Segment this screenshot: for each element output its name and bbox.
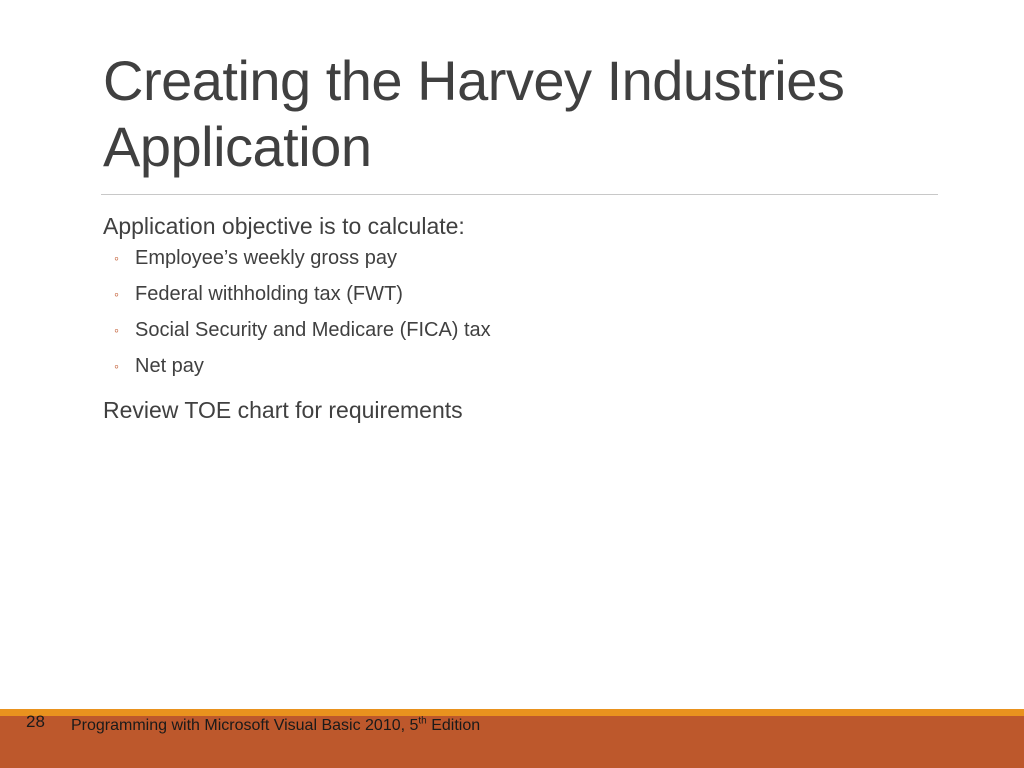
footer-superscript: th <box>418 715 427 727</box>
slide-title: Creating the Harvey Industries Application <box>103 49 845 178</box>
footer-text-tail: Edition <box>426 717 481 734</box>
hollow-circle-icon: ◦ <box>114 358 119 374</box>
slide-number: 28 <box>26 712 45 731</box>
list-item <box>103 353 923 379</box>
hollow-circle-icon: ◦ <box>114 286 119 302</box>
closing-text: Review TOE chart for requirements <box>103 397 463 423</box>
intro-text: Application objective is to calculate: <box>103 213 465 239</box>
footer-text-main: Programming with Microsoft Visual Basic 2010, 5 <box>71 717 419 734</box>
footer-text <box>71 716 480 736</box>
footer-accent-band <box>0 709 1024 716</box>
list-item-text: Employee’s weekly gross pay <box>135 247 397 269</box>
hollow-circle-icon: ◦ <box>114 250 119 266</box>
list-item <box>103 317 923 343</box>
bullet-list <box>103 245 923 379</box>
slide-body <box>103 211 923 425</box>
list-item-text: Social Security and Medicare (FICA) tax <box>135 319 491 341</box>
list-item <box>103 245 923 271</box>
list-item-text: Federal withholding tax (FWT) <box>135 283 403 305</box>
hollow-circle-icon: ◦ <box>114 322 119 338</box>
title-divider <box>101 194 938 195</box>
list-item <box>103 281 923 307</box>
list-item-text: Net pay <box>135 355 204 377</box>
